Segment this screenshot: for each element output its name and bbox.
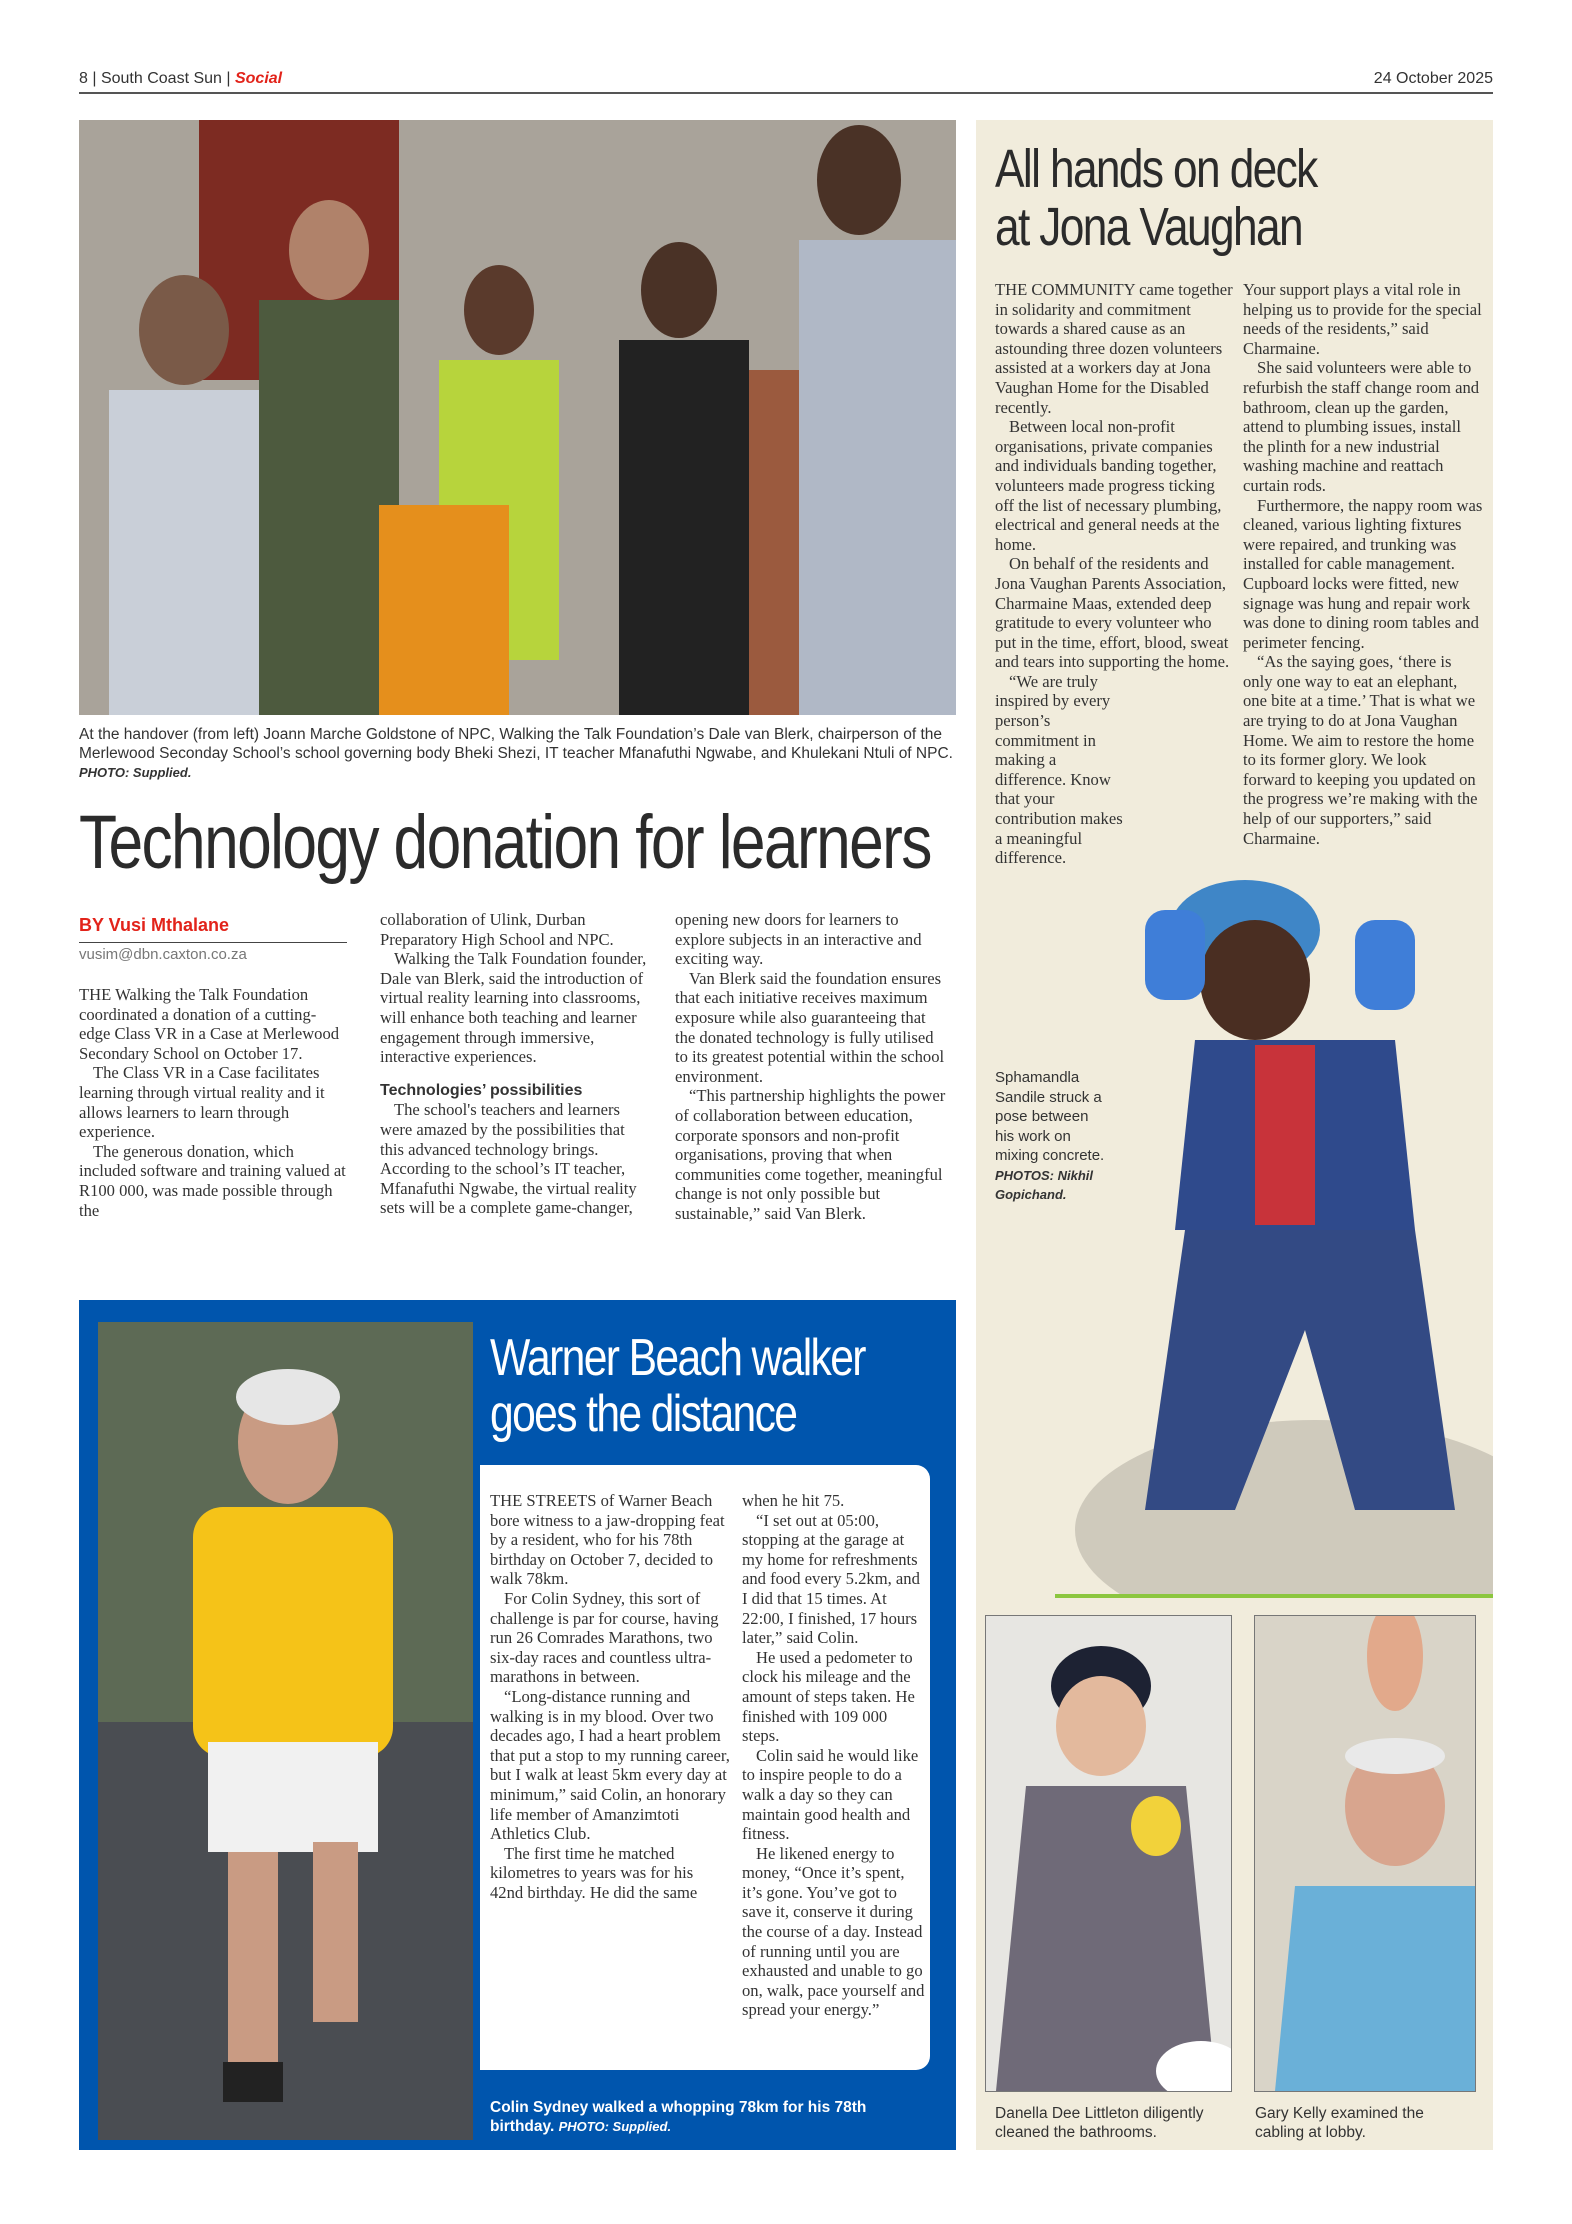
publication-name: South Coast Sun <box>100 70 222 87</box>
page-folio <box>79 68 1493 94</box>
paragraph: He used a pedometer to clock his mileage and the amount of steps taken. He finished with 109 000 steps. <box>742 1647 915 1746</box>
paragraph: THE COMMUNITY came together in solidarity and commitment towards a shared cause as an astounding three dozen volunteers assisted at a workers day at Jona Vaughan Home for the Disabled recently. <box>995 280 1233 417</box>
paragraph: opening new doors for learners to explore subjects in an interactive and exciting way. <box>675 910 922 969</box>
paragraph: when he hit 75. <box>742 1491 845 1510</box>
concrete-worker-photo <box>1055 810 1493 1595</box>
photo-credit: PHOTO: Supplied. <box>79 765 192 780</box>
photo-credit: PHOTO: Supplied. <box>558 2119 672 2134</box>
paragraph: “Long-distance running and walking is in my blood. Over two decades ago, I had a heart problem that put a stop to my running career, but I walk at least 5km every day at minimum,” said Colin, an honorary life member of Amanzimtoti Athletics Club. <box>490 1686 730 1844</box>
paragraph: For Colin Sydney, this sort of challenge is par for course, having run 26 Comrades Marathons, two six-day races and countless ultra-marathons in between. <box>490 1588 719 1687</box>
subheading: Technologies’ possibilities <box>380 1081 583 1099</box>
paragraph: The school's teachers and learners were amazed by the possibilities that this advanced technology brings. According to the school’s IT teacher, Mfanafuthi Ngwabe, the virtual reality sets will be a complete game-changer, <box>380 1100 637 1218</box>
tech-headline: Technology donation for learners <box>79 800 931 885</box>
walker-headline: Warner Beach walker goes the distance <box>490 1329 865 1443</box>
paragraph: THE STREETS of Warner Beach bore witness to a jaw-dropping feat by a resident, who for his 78th birthday on October 7, decided to walk 78km. <box>490 1491 725 1589</box>
tech-column-3 <box>675 910 950 1224</box>
handover-photo-illustration <box>79 120 956 715</box>
cabling-illustration <box>1255 1616 1475 2091</box>
paragraph: On behalf of the residents and Jona Vaughan Parents Association, Charmaine Maas, extended deep gratitude to every volunteer who put in the time, effort, blood, sweat and tears into supporting the home. <box>995 554 1230 672</box>
jona-column-2 <box>1243 280 1483 848</box>
paragraph: Between local non-profit organisations, private companies and individuals banding together, volunteers made progress ticking off the list of necessary plumbing, electrical and general needs at the home. <box>995 417 1222 554</box>
paragraph: “This partnership highlights the power of collaboration between education, corporate sponsors and non-profit organisations, proving that when communities come together, meaningful change is not only possible but sustainable,” said Van Blerk. <box>675 1086 946 1223</box>
paragraph: The generous donation, which included software and training valued at R100 000, was made possible through the <box>79 1141 346 1220</box>
paragraph: collaboration of Ulink, Durban Preparatory High School and NPC. <box>380 910 614 949</box>
paragraph: Your support plays a vital role in helping us to provide for the special needs of the residents,” said Charmaine. <box>1243 280 1482 358</box>
cabling-caption: Gary Kelly examined the cabling at lobby. <box>1255 2105 1424 2141</box>
walker-photo-illustration <box>98 1322 473 2140</box>
jona-column-1 <box>995 280 1235 868</box>
paragraph: Colin said he would like to inspire people to do a walk a day so they can maintain good health and fitness. <box>742 1745 919 1844</box>
paragraph: THE Walking the Talk Foundation coordinated a donation of a cutting-edge Class VR in a Case at Merlewood Secondary School on October 17. <box>79 985 340 1063</box>
bathroom-cleaning-photo <box>985 1615 1232 2092</box>
handover-photo <box>79 120 956 715</box>
photo-credit: PHOTOS: Nikhil Gopichand. <box>995 1167 1093 1202</box>
page-number: 8 <box>79 70 88 87</box>
paragraph: Van Blerk said the foundation ensures that each initiative receives maximum exposure while also guaranteeing that the donated technology is fully utilised to its greatest potential within the school environment. <box>675 968 945 1086</box>
paragraph: He likened energy to money, “Once it’s spent, it’s gone. You’ve got to save it, conserve it during the course of a day. Instead of running until you are exhausted and unable to go on, walk, pace yourself and spread your energy.” <box>742 1843 925 2020</box>
paragraph: Walking the Talk Foundation founder, Dale van Blerk, said the introduction of virtual reality learning into classrooms, will enhance both teaching and learner engagement through immersive, interactive experiences. <box>380 949 647 1067</box>
author-email: vusim@dbn.caxton.co.za <box>79 946 247 963</box>
concrete-worker-illustration <box>1055 810 1493 1595</box>
paragraph: “As the saying goes, ‘there is only one way to eat an elephant, one bite at a time.’ That is what we are trying to do at Jona Vaughan Home. We aim to restore the home to its former glory. We look forward to keeping you updated on the progress we’re making with the help of our supporters,” said Charmaine. <box>1243 652 1478 848</box>
tech-column-1 <box>79 915 347 1220</box>
walker-photo-caption: Colin Sydney walked a whopping 78km for his 78th birthday. PHOTO: Supplied. <box>490 2099 867 2135</box>
issue-date: 24 October 2025 <box>1373 70 1493 87</box>
concrete-worker-caption: Sphamandla Sandile struck a pose between his work on mixing concrete. PHOTOS: Nikhil Gopichand. <box>995 1068 1110 1204</box>
cabling-photo <box>1254 1615 1476 2092</box>
byline: BY Vusi Mthalane <box>79 915 230 935</box>
jona-headline: All hands on deck at Jona Vaughan <box>995 139 1317 257</box>
paragraph: The Class VR in a Case facilitates learning through virtual reality and it allows learners to learn through experience. <box>79 1063 325 1142</box>
paragraph: She said volunteers were able to refurbish the staff change room and bathroom, clean up the garden, attend to plumbing issues, install the plinth for a new industrial washing machine and reattach curtain rods. <box>1243 358 1480 495</box>
paragraph: “I set out at 05:00, stopping at the garage at my home for refreshments and food every 5.2km, and I did that 15 times. At 22:00, I finished, 17 hours later,” said Colin. <box>742 1510 920 1648</box>
bathroom-cleaning-illustration <box>986 1616 1231 2091</box>
bathroom-caption: Danella Dee Littleton diligently cleaned the bathrooms. <box>995 2105 1204 2141</box>
green-divider <box>1055 1594 1493 1598</box>
walker-column-2 <box>742 1491 927 2020</box>
walker-photo <box>98 1322 473 2140</box>
tech-column-2 <box>380 910 650 1218</box>
paragraph: The first time he matched kilometres to years was for his 42nd birthday. He did the same <box>490 1843 698 1902</box>
walker-column-1 <box>490 1491 730 1902</box>
section-name: Social <box>234 70 283 87</box>
folio-left: 8 | South Coast Sun | Social <box>79 70 283 87</box>
paragraph: Furthermore, the nappy room was cleaned, various lighting fixtures were repaired, and trunking was installed for cable management. Cupboard locks were fitted, new signage was hung and repair work was done to dining room tables and perimeter fencing. <box>1243 495 1483 652</box>
paragraph: “We are truly inspired by every person’s commitment in making a difference. Know that your contribution makes a meaningful difference. <box>995 671 1123 868</box>
handover-photo-caption: At the handover (from left) Joann Marche Goldstone of NPC, Walking the Talk Foundation’s Dale van Blerk, chairperson of the Merlewood Seconday School’s school governing body Bheki Shezi, IT teacher Mfanafuthi Ngwabe, and Khulekani Ntuli of NPC. PHOTO: Supplied. <box>79 726 953 780</box>
